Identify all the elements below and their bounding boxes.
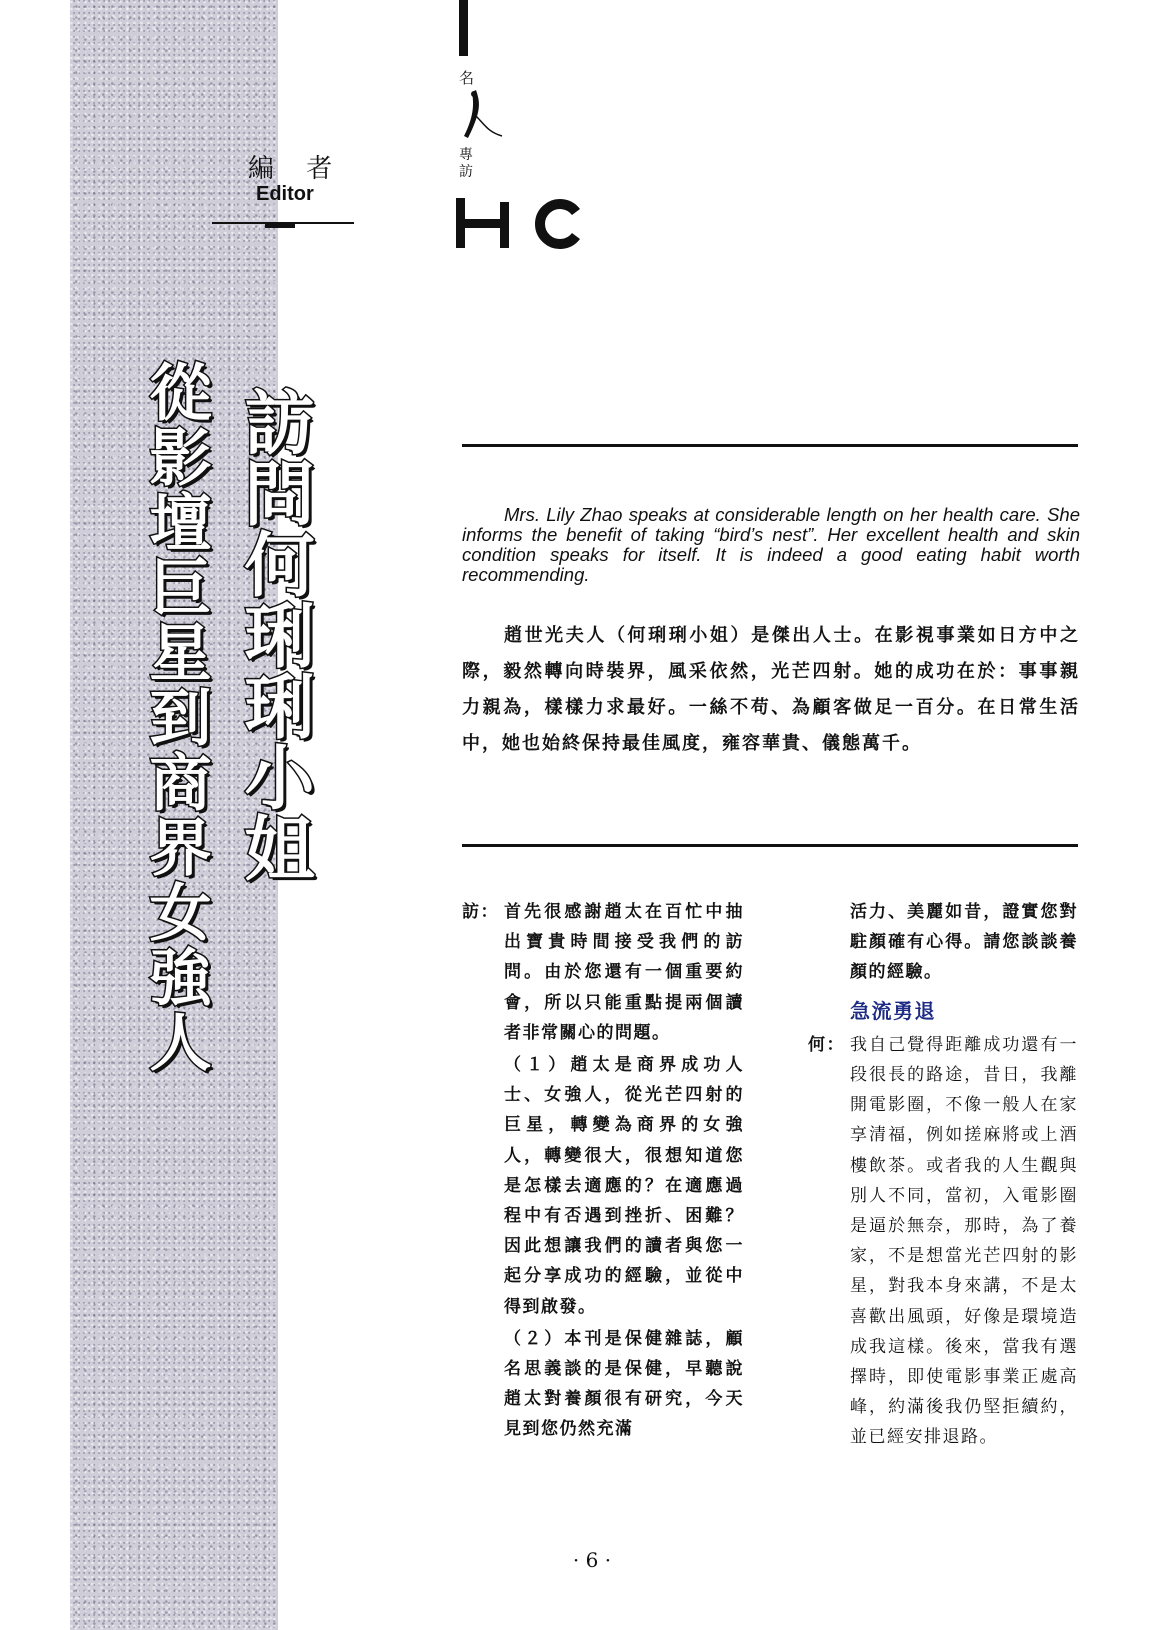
- question-paragraph: （２）本刊是保健雜誌，顧名思義談的是保健，早聽說趙太對養顏很有研究，今天見到您仍然充滿: [504, 1328, 744, 1440]
- page-subtitle: 從影壇巨星到商界女強人: [139, 360, 212, 1075]
- interviewee-label: 何：: [808, 1034, 845, 1055]
- editor-rule-tab: [265, 222, 295, 228]
- chinese-intro: 趙世光夫人（何琍琍小姐）是傑出人士。在影視事業如日方中之際，毅然轉向時裝界，風采依然，光芒四射。她的成功在於：事事親力親為，樣樣力求最好。一絲不苟、為顧客做足一百分。在日常生活中，她也始終保持最佳風度，雍容華貴、儀態萬千。: [462, 625, 1080, 754]
- question-continuation: 活力、美麗如昔，證實您對駐顏確有心得。請您談談養顏的經驗。: [850, 902, 1078, 983]
- question-body: [504, 897, 744, 1447]
- question-paragraph: 首先很感謝趙太在百忙中抽出寶貴時間接受我們的訪問。由於您還有一個重要約會，所以只能重點提兩個讀者非常關心的問題。: [504, 902, 744, 1043]
- interview-column-right: [808, 897, 1078, 1453]
- question-paragraph: （１）趙太是商界成功人士、女強人，從光芒四射的巨星，轉變為商界的女強人，轉變很大，很想知道您是怎樣去適應的？在適應過程中有否遇到挫折、困難？因此想讓我們的讀者與您一起分享成功的經驗，並從中得到啟發。: [504, 1055, 744, 1317]
- english-abstract: Mrs. Lily Zhao speaks at considerable length on her health care. She informs the benefit of taking “bird’s nest”. Her excellent health and skin condition speaks for itself. It is indeed a good eating habit worth recommending.: [462, 504, 1080, 585]
- section-heading: 急流勇退: [850, 998, 936, 1023]
- brush-figure-icon: [458, 86, 508, 146]
- interview-column-left: [462, 897, 744, 1447]
- column-logo-hc: [456, 198, 584, 254]
- column-logo-vertical: 專訪: [459, 147, 473, 180]
- editor-label-en: Editor: [256, 183, 314, 205]
- editor-label-zh: 編 者: [248, 154, 345, 184]
- page-number: · 6 ·: [572, 1548, 612, 1572]
- column-logo-bar: [459, 0, 468, 56]
- interviewer-label: 訪：: [462, 902, 499, 922]
- top-divider: [462, 444, 1078, 447]
- answer-paragraph: 我自己覺得距離成功還有一段很長的路途，昔日，我離開電影圈，不像一般人在家享清福，例如搓麻將或上酒樓飲茶。或者我的人生觀與別人不同，當初，入電影圈是逼於無奈，那時，為了養家，不是想當光芒四射的影星，對我本身來講，不是太喜歡出風頭，好像是環境造成我這樣。後來，當我有選擇時，即使電影事業正處高峰，約滿後我仍堅拒續約，並已經安排退路。: [850, 1034, 1078, 1448]
- column-logo-ming: 名: [459, 69, 475, 87]
- answer-block: [808, 1030, 1078, 1453]
- page-title: 訪問何琍琍小姐: [233, 386, 315, 883]
- bottom-divider: [462, 844, 1078, 847]
- question-block: [462, 897, 744, 1447]
